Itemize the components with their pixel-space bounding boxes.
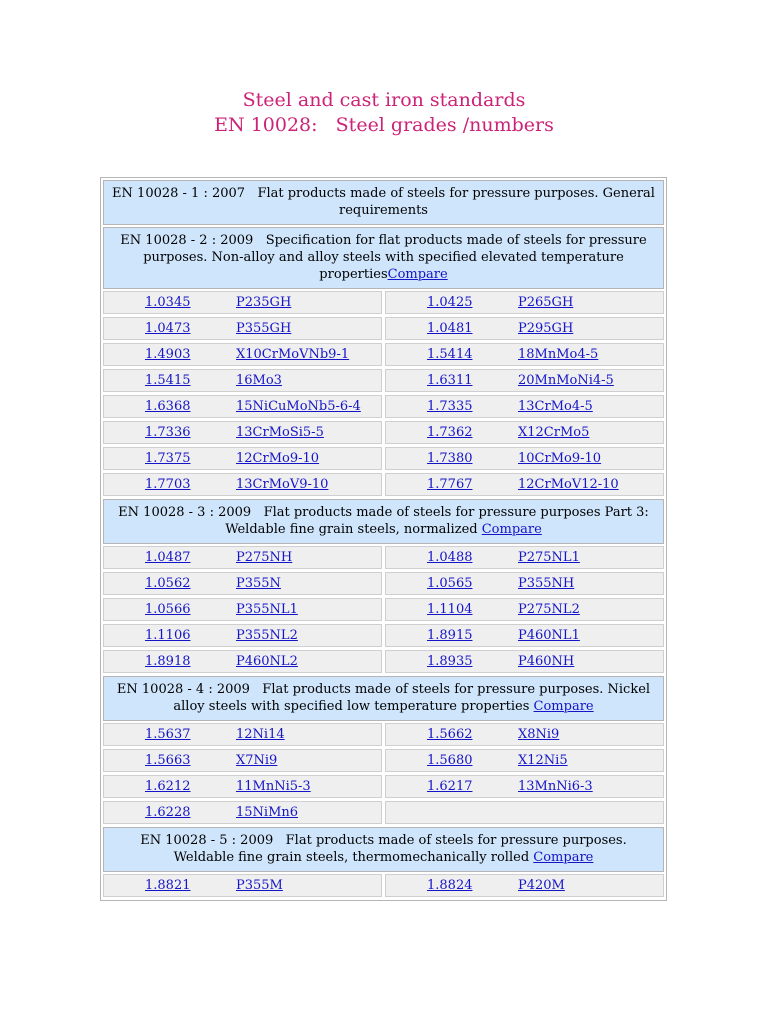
- steel-grade-link[interactable]: P355NL2: [236, 628, 298, 643]
- steel-grade-wrap: [518, 753, 663, 768]
- steel-grade-link[interactable]: P275NL1: [518, 550, 580, 565]
- table-row: [103, 369, 664, 392]
- grade-cell: [385, 624, 664, 647]
- standards-table: [100, 177, 667, 901]
- steel-grade-link[interactable]: X10CrMoVNb9-1: [236, 347, 350, 362]
- material-number-link[interactable]: 1.8935: [427, 654, 473, 669]
- material-number-link[interactable]: 1.1104: [427, 602, 473, 617]
- grade-cell: [385, 546, 664, 569]
- material-number-link[interactable]: 1.7335: [427, 399, 473, 414]
- grade-cell: [103, 291, 382, 314]
- compare-link[interactable]: Compare: [481, 522, 542, 537]
- material-number-link[interactable]: 1.5637: [145, 727, 191, 742]
- steel-grade-link[interactable]: P235GH: [236, 295, 292, 310]
- material-number-link[interactable]: 1.6217: [427, 779, 473, 794]
- table-row: [103, 775, 664, 798]
- steel-grade-link[interactable]: P355GH: [236, 321, 292, 336]
- material-number-link[interactable]: 1.6212: [145, 779, 191, 794]
- steel-grade-link[interactable]: 13MnNi6-3: [518, 779, 593, 794]
- title-line-1: Steel and cast iron standards: [242, 89, 526, 111]
- steel-grade-link[interactable]: 18MnMo4-5: [518, 347, 599, 362]
- steel-grade-wrap: [518, 654, 663, 669]
- table-row: [103, 343, 664, 366]
- steel-grade-wrap: [518, 451, 663, 466]
- grade-cell: [385, 369, 664, 392]
- steel-grade-link[interactable]: P460NL1: [518, 628, 580, 643]
- material-number-link[interactable]: 1.5663: [145, 753, 191, 768]
- steel-grade-wrap: [518, 295, 663, 310]
- title-line-2: EN 10028: Steel grades /numbers: [214, 114, 554, 136]
- material-number-link[interactable]: 1.6311: [427, 373, 473, 388]
- grade-cell: [385, 723, 664, 746]
- table-row: [103, 546, 664, 569]
- steel-grade-wrap: [518, 779, 663, 794]
- material-number-link[interactable]: 1.0565: [427, 576, 473, 591]
- steel-grade-link[interactable]: 12CrMo9-10: [236, 451, 320, 466]
- table-row: [103, 395, 664, 418]
- steel-grade-link[interactable]: 11MnNi5-3: [236, 779, 311, 794]
- steel-grade-wrap: [236, 321, 381, 336]
- table-row: [103, 723, 664, 746]
- grade-cell: [385, 473, 664, 496]
- grade-cell: [385, 650, 664, 673]
- grade-cell: [385, 572, 664, 595]
- steel-grade-wrap: [518, 373, 663, 388]
- steel-grade-wrap: [518, 628, 663, 643]
- section-header-text: EN 10028 - 2 : 2009 Specification for flat products made of steels for pressure purposes. Non-alloy and alloy steels with specified elevated temperature properties: [120, 233, 651, 282]
- grade-cell: [385, 317, 664, 340]
- steel-grade-wrap: [236, 602, 381, 617]
- steel-grade-link[interactable]: 15NiMn6: [236, 805, 299, 820]
- table-row: [103, 447, 664, 470]
- grade-cell: [103, 395, 382, 418]
- steel-grade-wrap: [236, 477, 381, 492]
- section-header-text: EN 10028 - 1 : 2007 Flat products made of steels for pressure purposes. General requirements: [112, 186, 660, 218]
- section-header-text: EN 10028 - 3 : 2009 Flat products made of steels for pressure purposes Part 3: Weldable fine grain steels, normalized: [118, 505, 653, 537]
- material-number-link[interactable]: 1.7767: [427, 477, 473, 492]
- section-header: [103, 499, 664, 544]
- steel-grade-wrap: [236, 347, 381, 362]
- compare-link[interactable]: Compare: [533, 850, 594, 865]
- material-number-link[interactable]: 1.0566: [145, 602, 191, 617]
- material-number-link[interactable]: 1.5414: [427, 347, 473, 362]
- grade-cell: [103, 598, 382, 621]
- steel-grade-wrap: [518, 425, 663, 440]
- steel-grade-wrap: [236, 373, 381, 388]
- grade-cell: [103, 775, 382, 798]
- steel-grade-wrap: [236, 878, 381, 893]
- material-number-link[interactable]: 1.0473: [145, 321, 191, 336]
- steel-grade-link[interactable]: 10CrMo9-10: [518, 451, 602, 466]
- material-number-link[interactable]: 1.0562: [145, 576, 191, 591]
- steel-grade-wrap: [236, 654, 381, 669]
- steel-grade-link[interactable]: 13CrMo4-5: [518, 399, 593, 414]
- steel-grade-wrap: [236, 576, 381, 591]
- material-number-link[interactable]: 1.1106: [145, 628, 191, 643]
- steel-grade-wrap: [518, 347, 663, 362]
- grade-cell: [385, 291, 664, 314]
- material-number-link[interactable]: 1.0488: [427, 550, 473, 565]
- empty-cell: [385, 801, 664, 824]
- grade-cell: [103, 624, 382, 647]
- steel-grade-link[interactable]: P295GH: [518, 321, 574, 336]
- steel-grade-wrap: [236, 779, 381, 794]
- material-number-link[interactable]: 1.8918: [145, 654, 191, 669]
- table-row: [103, 473, 664, 496]
- grade-cell: [103, 874, 382, 897]
- steel-grade-wrap: [236, 399, 381, 414]
- grade-cell: [385, 775, 664, 798]
- steel-grade-link[interactable]: P420M: [518, 878, 565, 893]
- material-number-link[interactable]: 1.7375: [145, 451, 191, 466]
- grade-cell: [385, 395, 664, 418]
- section-header: [103, 180, 664, 225]
- steel-grade-link[interactable]: X12CrMo5: [518, 425, 590, 440]
- table-row: [103, 749, 664, 772]
- grade-cell: [103, 723, 382, 746]
- table-row: [103, 421, 664, 444]
- section-header-text: EN 10028 - 5 : 2009 Flat products made of steels for pressure purposes. Weldable fine grain steels, thermomechanically rolled: [140, 833, 631, 865]
- table-row: [103, 874, 664, 897]
- table-row: [103, 291, 664, 314]
- steel-grade-link[interactable]: P355N: [236, 576, 281, 591]
- steel-grade-link[interactable]: P275NL2: [518, 602, 580, 617]
- grade-cell: [103, 343, 382, 366]
- material-number-link[interactable]: 1.7336: [145, 425, 191, 440]
- steel-grade-link[interactable]: P460NL2: [236, 654, 298, 669]
- steel-grade-link[interactable]: 13CrMoV9-10: [236, 477, 329, 492]
- section-header: [103, 676, 664, 721]
- steel-grade-link[interactable]: X12Ni5: [518, 753, 568, 768]
- section-header: [103, 227, 664, 289]
- steel-grade-wrap: [236, 628, 381, 643]
- material-number-link[interactable]: 1.7380: [427, 451, 473, 466]
- material-number-link[interactable]: 1.8821: [145, 878, 191, 893]
- grade-cell: [103, 801, 382, 824]
- steel-grade-wrap: [518, 321, 663, 336]
- material-number-link[interactable]: 1.6228: [145, 805, 191, 820]
- material-number-link[interactable]: 1.8915: [427, 628, 473, 643]
- grade-cell: [385, 447, 664, 470]
- table-row: [103, 317, 664, 340]
- steel-grade-wrap: [518, 477, 663, 492]
- grade-cell: [385, 749, 664, 772]
- steel-grade-link[interactable]: 16Mo3: [236, 373, 282, 388]
- grade-cell: [385, 421, 664, 444]
- table-row: [103, 801, 664, 824]
- steel-grade-link[interactable]: P355NL1: [236, 602, 298, 617]
- grade-cell: [103, 749, 382, 772]
- table-row: [103, 572, 664, 595]
- steel-grade-wrap: [518, 550, 663, 565]
- material-number-link[interactable]: 1.0425: [427, 295, 473, 310]
- material-number-link[interactable]: 1.5680: [427, 753, 473, 768]
- table-row: [103, 598, 664, 621]
- material-number-link[interactable]: 1.6368: [145, 399, 191, 414]
- grade-cell: [103, 473, 382, 496]
- material-number-link[interactable]: 1.4903: [145, 347, 191, 362]
- steel-grade-link[interactable]: P265GH: [518, 295, 574, 310]
- grade-cell: [103, 546, 382, 569]
- steel-grade-link[interactable]: 15NiCuMoNb5-6-4: [236, 399, 361, 414]
- material-number-link[interactable]: 1.0481: [427, 321, 473, 336]
- steel-grade-wrap: [518, 399, 663, 414]
- material-number-link[interactable]: 1.7703: [145, 477, 191, 492]
- grade-cell: [103, 317, 382, 340]
- table-row: [103, 650, 664, 673]
- material-number-link[interactable]: 1.7362: [427, 425, 473, 440]
- steel-grade-wrap: [236, 805, 381, 820]
- steel-grade-link[interactable]: P460NH: [518, 654, 575, 669]
- steel-grade-link[interactable]: P355NH: [518, 576, 575, 591]
- grade-cell: [103, 369, 382, 392]
- steel-grade-link[interactable]: 13CrMoSi5-5: [236, 425, 324, 440]
- material-number-link[interactable]: 1.5662: [427, 727, 473, 742]
- steel-grade-wrap: [518, 602, 663, 617]
- grade-cell: [385, 874, 664, 897]
- compare-link[interactable]: Compare: [387, 267, 448, 282]
- compare-link[interactable]: Compare: [533, 699, 594, 714]
- section-header: [103, 827, 664, 872]
- steel-grade-wrap: [236, 550, 381, 565]
- steel-grade-wrap: [236, 753, 381, 768]
- steel-grade-link[interactable]: P275NH: [236, 550, 293, 565]
- steel-grade-wrap: [518, 878, 663, 893]
- steel-grade-link[interactable]: X7Ni9: [236, 753, 278, 768]
- steel-grade-link[interactable]: 12Ni14: [236, 727, 285, 742]
- steel-grade-wrap: [518, 727, 663, 742]
- grade-cell: [103, 447, 382, 470]
- material-number-link[interactable]: 1.5415: [145, 373, 191, 388]
- steel-grade-wrap: [236, 425, 381, 440]
- steel-grade-link[interactable]: X8Ni9: [518, 727, 560, 742]
- steel-grade-wrap: [236, 727, 381, 742]
- grade-cell: [103, 650, 382, 673]
- material-number-link[interactable]: 1.0345: [145, 295, 191, 310]
- page-title: [0, 0, 768, 138]
- grade-cell: [385, 598, 664, 621]
- grade-cell: [103, 421, 382, 444]
- steel-grade-link[interactable]: 20MnMoNi4-5: [518, 373, 614, 388]
- material-number-link[interactable]: 1.0487: [145, 550, 191, 565]
- grade-cell: [385, 343, 664, 366]
- steel-grade-link[interactable]: 12CrMoV12-10: [518, 477, 619, 492]
- steel-grade-wrap: [236, 451, 381, 466]
- grade-cell: [103, 572, 382, 595]
- steel-grade-wrap: [236, 295, 381, 310]
- section-header-text: EN 10028 - 4 : 2009 Flat products made of steels for pressure purposes. Nickel alloy steels with specified low temperature properties: [116, 682, 655, 714]
- steel-grade-wrap: [518, 576, 663, 591]
- steel-grade-link[interactable]: P355M: [236, 878, 283, 893]
- material-number-link[interactable]: 1.8824: [427, 878, 473, 893]
- table-row: [103, 624, 664, 647]
